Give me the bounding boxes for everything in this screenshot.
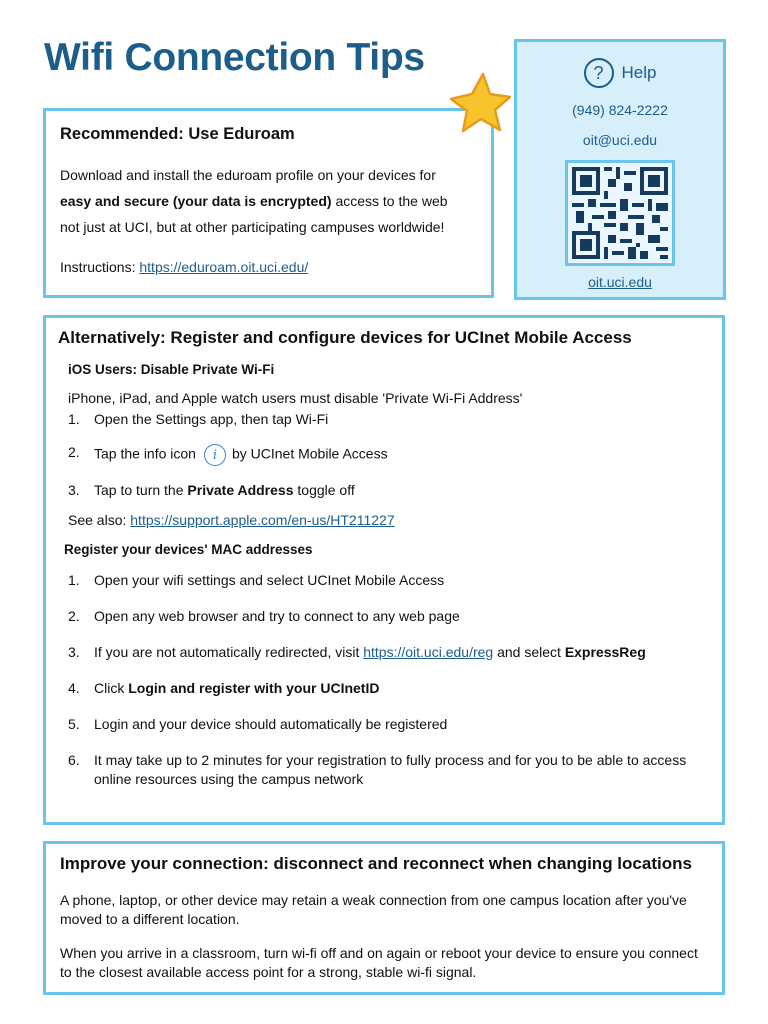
instructions-label: Instructions:	[60, 259, 140, 275]
ucinet-card	[43, 315, 725, 825]
list-item	[68, 482, 710, 498]
list-item	[68, 751, 710, 789]
see-also-label: See also:	[68, 512, 131, 528]
step-text-part: If you are not automatically redirected, visit	[94, 644, 364, 660]
qr-code-icon[interactable]	[565, 160, 675, 266]
help-email[interactable]: oit@uci.edu	[582, 132, 658, 148]
oit-reg-link[interactable]: https://oit.uci.edu/reg	[363, 644, 494, 660]
mac-steps-list	[58, 571, 710, 789]
step-text	[94, 444, 388, 466]
help-phone[interactable]: (949) 824-2222	[572, 102, 668, 118]
list-item	[68, 444, 710, 466]
step-text	[94, 643, 646, 662]
eduroam-bold-text: easy and secure (your data is encrypted)	[60, 193, 332, 209]
eduroam-line-3: not just at UCI, but at other participating campuses worldwide!	[60, 219, 445, 235]
improve-paragraph-2: When you arrive in a classroom, turn wi-fi off and on again or reboot your device to ensure you connect to the closest available access point for a strong, stable wi-fi signal.	[60, 945, 698, 980]
list-item	[68, 643, 710, 662]
list-item	[68, 571, 710, 590]
question-icon: ?	[584, 58, 614, 88]
step-text: Login and your device should automatically be registered	[94, 716, 448, 732]
list-item	[68, 715, 710, 734]
eduroam-line-1: Download and install the eduroam profile on your devices for	[60, 167, 436, 183]
eduroam-heading: Recommended: Use Eduroam	[60, 125, 295, 143]
step-text-part: toggle off	[293, 482, 355, 498]
eduroam-card	[43, 108, 494, 298]
step-number: 5.	[68, 716, 80, 732]
list-item	[68, 607, 710, 626]
help-card	[514, 39, 726, 300]
help-site-link[interactable]: oit.uci.edu	[588, 274, 652, 290]
mac-heading: Register your devices' MAC addresses	[64, 542, 313, 557]
step-text-part: Tap to turn the	[94, 482, 188, 498]
step-number: 3.	[68, 482, 80, 498]
step-text: Open any web browser and try to connect to any web page	[94, 608, 460, 624]
improve-heading: Improve your connection: disconnect and reconnect when changing locations	[60, 854, 692, 873]
eduroam-line-2: access to the web	[331, 193, 448, 209]
improve-card	[43, 841, 725, 995]
eduroam-instructions-link[interactable]: https://eduroam.oit.uci.edu/	[139, 259, 309, 275]
step-text-part: Click	[94, 680, 129, 696]
see-also	[68, 512, 710, 528]
step-number: 2.	[68, 444, 80, 460]
improve-paragraph-1: A phone, laptop, or other device may retain a weak connection from one campus location after you've moved to a different location.	[60, 892, 687, 927]
page-title: Wifi Connection Tips	[44, 36, 425, 79]
step-number: 4.	[68, 680, 80, 696]
step-text: It may take up to 2 minutes for your registration to fully process and for you to be able to access online resources using the campus network	[94, 752, 687, 787]
ios-intro: iPhone, iPad, and Apple watch users must disable 'Private Wi-Fi Address'	[68, 390, 523, 406]
star-icon	[447, 72, 511, 136]
info-icon: i	[204, 444, 226, 466]
apple-support-link[interactable]: https://support.apple.com/en-us/HT211227	[130, 512, 395, 528]
step-number: 1.	[68, 411, 80, 427]
step-text-part: by UCInet Mobile Access	[231, 445, 388, 462]
step-text-part: Tap the info icon	[94, 445, 196, 462]
help-header	[517, 58, 723, 88]
ucinet-heading: Alternatively: Register and configure devices for UCInet Mobile Access	[58, 328, 632, 347]
step-text-bold: Private Address	[187, 482, 294, 498]
ios-steps-list	[58, 411, 710, 498]
step-text-part: and select	[493, 644, 565, 660]
eduroam-instructions	[60, 254, 477, 280]
help-label: Help	[621, 63, 657, 82]
ios-heading: iOS Users: Disable Private Wi-Fi	[68, 362, 275, 377]
step-text-bold: Login and register with your UCInetID	[128, 680, 380, 696]
step-text: Open the Settings app, then tap Wi-Fi	[94, 411, 329, 427]
step-number: 1.	[68, 572, 80, 588]
step-text-bold: ExpressReg	[564, 644, 646, 660]
step-text	[94, 679, 379, 698]
step-number: 2.	[68, 608, 80, 624]
list-item	[68, 411, 710, 427]
list-item	[68, 679, 710, 698]
step-number: 6.	[68, 752, 80, 768]
step-number: 3.	[68, 644, 80, 660]
step-text	[94, 482, 355, 498]
eduroam-description	[60, 162, 477, 240]
step-text: Open your wifi settings and select UCInet Mobile Access	[94, 572, 445, 588]
